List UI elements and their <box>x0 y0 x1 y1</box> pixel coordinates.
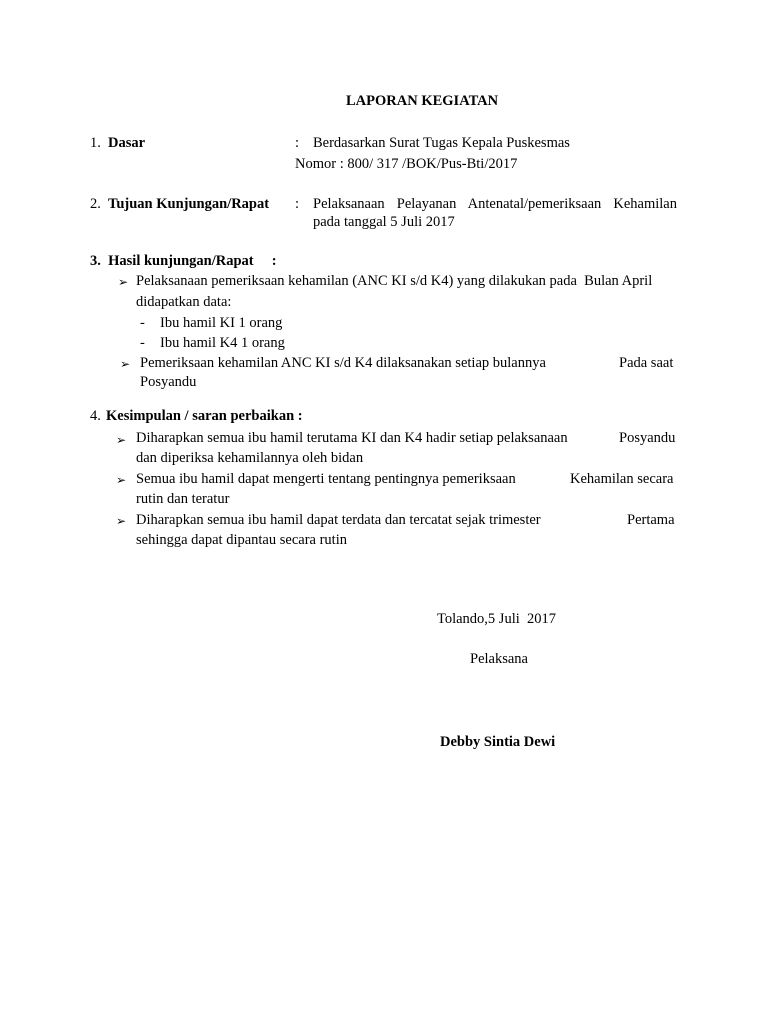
section-4-item-1-b: Posyandu <box>619 430 676 446</box>
section-3-item-2-line1-b: Pada saat <box>619 355 674 371</box>
sub-bullet-dash: - <box>140 335 145 351</box>
section-2-label: Tujuan Kunjungan/Rapat <box>108 196 270 212</box>
section-4-number: 4. <box>90 408 101 424</box>
section-4-item-3-b: Pertama <box>627 512 675 528</box>
section-4-item-2-a: Semua ibu hamil dapat mengerti tentang pentingnya pemeriksaan <box>136 471 516 487</box>
section-3-item-2-line1-a: Pemeriksaan kehamilan ANC KI s/d K4 dilaksanakan setiap bulannya <box>140 355 546 371</box>
section-2-line2: pada tanggal 5 Juli 2017 <box>313 214 455 230</box>
section-3-heading: 3. Hasil kunjungan/Rapat : <box>90 253 277 269</box>
bullet-arrow-icon: ➢ <box>118 275 129 289</box>
section-1-line1: Berdasarkan Surat Tugas Kepala Puskesmas <box>313 135 570 151</box>
signature-place-date: Tolando,5 Juli 2017 <box>437 611 557 627</box>
section-3-sub-1: Ibu hamil KI 1 orang <box>160 315 283 331</box>
section-1-line2: Nomor : 800/ 317 /BOK/Pus-Bti/2017 <box>295 156 518 172</box>
section-4-heading: Kesimpulan / saran perbaikan : <box>106 408 303 424</box>
section-4-item-1-a: Diharapkan semua ibu hamil terutama KI dan K4 hadir setiap pelaksanaan <box>136 430 568 446</box>
section-1-label: Dasar <box>108 135 146 151</box>
section-2-colon: : <box>295 196 300 212</box>
sub-bullet-dash: - <box>140 315 145 331</box>
section-3-item-1-line1: Pelaksanaan pemeriksaan kehamilan (ANC KI s/d K4) yang dilakukan pada Bulan April <box>136 273 653 289</box>
bullet-arrow-icon: ➢ <box>116 473 127 487</box>
section-3-sub-2: Ibu hamil K4 1 orang <box>160 335 285 351</box>
section-2-line1: Pelaksanaan Pelayanan Antenatal/pemeriksaan Kehamilan <box>313 196 677 212</box>
section-4-item-3-a: Diharapkan semua ibu hamil dapat terdata dan tercatat sejak trimester <box>136 512 541 528</box>
bullet-arrow-icon: ➢ <box>116 514 127 528</box>
document-title: LAPORAN KEGIATAN <box>346 93 499 109</box>
section-3-item-2-line2: Posyandu <box>140 374 197 390</box>
section-1-number: 1. <box>90 135 101 151</box>
bullet-arrow-icon: ➢ <box>120 357 131 371</box>
section-2-number: 2. <box>90 196 101 212</box>
signature-name: Debby Sintia Dewi <box>440 734 556 750</box>
section-1-colon: : <box>295 135 300 151</box>
signature-role: Pelaksana <box>470 651 528 667</box>
section-4-item-2-line2: rutin dan teratur <box>136 491 230 507</box>
section-3-item-1-line2: didapatkan data: <box>136 294 232 310</box>
section-4-item-1-line2: dan diperiksa kehamilannya oleh bidan <box>136 450 364 466</box>
section-4-item-3-line2: sehingga dapat dipantau secara rutin <box>136 532 347 548</box>
bullet-arrow-icon: ➢ <box>116 433 127 447</box>
section-4-item-2-b: Kehamilan secara <box>570 471 674 487</box>
